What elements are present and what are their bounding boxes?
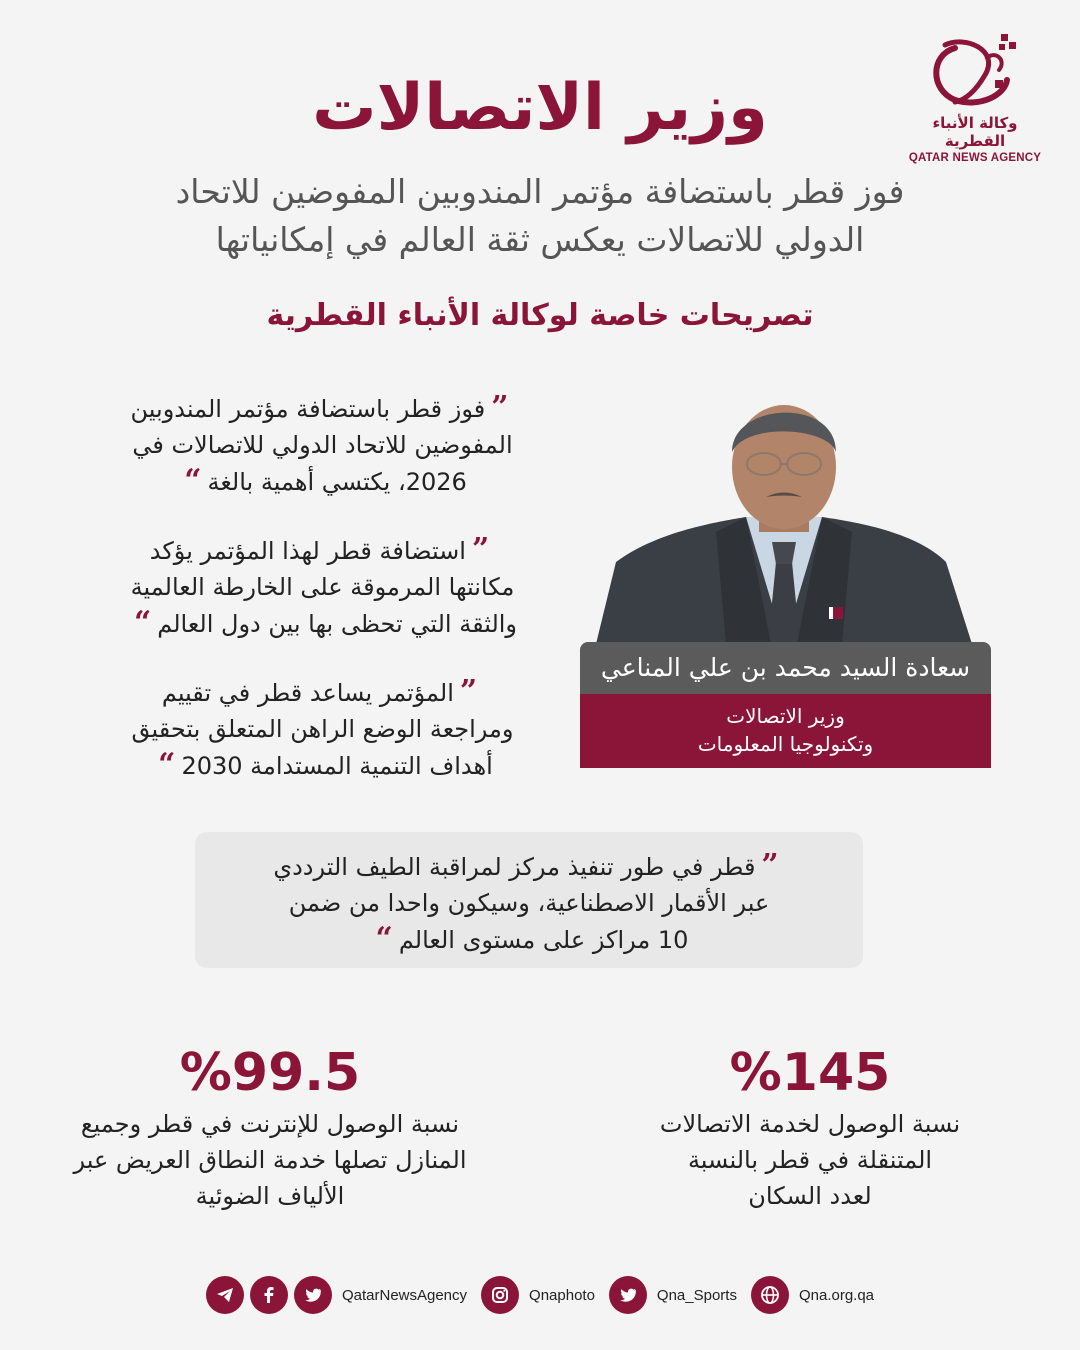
logo-arabic-text: وكالة الأنباء القطرية xyxy=(932,114,1018,150)
callout-line: 10 مراكز على مستوى العالم xyxy=(398,926,689,954)
stat-description xyxy=(620,1106,1000,1214)
role-line: وزير الاتصالات xyxy=(726,704,845,728)
stat-line: نسبة الوصول للإنترنت في قطر وجميع xyxy=(80,1110,460,1138)
quote-line: المؤتمر يساعد قطر في تقييم xyxy=(161,679,454,707)
quote-open-icon: ” xyxy=(471,532,490,567)
stat-value: %145 xyxy=(729,1043,891,1103)
facebook-icon[interactable] xyxy=(250,1276,288,1314)
social-website[interactable] xyxy=(751,1276,874,1314)
stat-description xyxy=(40,1106,500,1214)
social-label[interactable]: Qna.org.qa xyxy=(798,1286,875,1304)
social-footer xyxy=(0,1276,1080,1314)
quotes-list xyxy=(80,390,565,816)
subtitle-line: الدولي للاتصالات يعكس ثقة العالم في إمكانياتها xyxy=(215,220,865,259)
logo-english-text: QATAR NEWS AGENCY xyxy=(908,152,1042,164)
quote-close-icon: “ xyxy=(375,921,393,956)
quote-line: مكانتها المرموقة على الخارطة العالمية xyxy=(130,573,515,601)
subtitle xyxy=(110,168,970,264)
stat-value: %99.5 xyxy=(179,1043,361,1103)
social-label[interactable]: QatarNewsAgency xyxy=(341,1286,468,1304)
stat-line: المنازل تصلها خدمة النطاق العريض عبر xyxy=(73,1146,467,1174)
stat-mobile-access xyxy=(620,1040,1000,1214)
quote-line: 2026، يكتسي أهمية بالغة xyxy=(207,468,467,496)
quote-open-icon: ” xyxy=(761,848,779,883)
quote-line: أهداف التنمية المستدامة 2030 xyxy=(181,752,493,780)
quote-line: المفوضين للاتحاد الدولي للاتصالات في xyxy=(132,431,513,459)
twitter-icon[interactable] xyxy=(609,1276,647,1314)
quote-line: فوز قطر باستضافة مؤتمر المندوبين xyxy=(130,395,486,423)
callout-line: عبر الأقمار الاصطناعية، وسيكون واحدا من ضمن xyxy=(288,889,770,917)
quote-line: والثقة التي تحظى بها بين دول العالم xyxy=(157,610,518,638)
subtitle-line: فوز قطر باستضافة مؤتمر المندوبين المفوضين للاتحاد xyxy=(175,172,905,211)
quote-item xyxy=(80,532,565,642)
quote-item xyxy=(80,674,565,784)
social-label[interactable]: Qna_Sports xyxy=(656,1286,737,1304)
quote-line: استضافة قطر لهذا المؤتمر يؤكد xyxy=(149,537,466,565)
globe-icon[interactable] xyxy=(751,1276,789,1314)
quote-open-icon: ” xyxy=(459,674,478,709)
twitter-icon[interactable] xyxy=(294,1276,332,1314)
quote-close-icon: “ xyxy=(184,463,202,498)
role-line: وتكنولوجيا المعلومات xyxy=(697,732,874,756)
stat-line: المتنقلة في قطر بالنسبة xyxy=(687,1146,933,1174)
stat-line: لعدد السكان xyxy=(748,1182,872,1210)
callout-line: قطر في طور تنفيذ مركز لمراقبة الطيف الترددي xyxy=(273,853,756,881)
stat-internet-access xyxy=(40,1040,500,1214)
minister-role xyxy=(580,694,991,768)
minister-photo xyxy=(596,382,972,644)
quote-open-icon: ” xyxy=(491,390,509,425)
social-qna-sports[interactable] xyxy=(609,1276,737,1314)
quote-item xyxy=(80,390,565,500)
quote-line: ومراجعة الوضع الراهن المتعلق بتحقيق xyxy=(131,715,514,743)
stat-line: نسبة الوصول لخدمة الاتصالات xyxy=(659,1110,961,1138)
social-qnaphoto[interactable] xyxy=(481,1276,595,1314)
telegram-icon[interactable] xyxy=(206,1276,244,1314)
minister-name: سعادة السيد محمد بن علي المناعي xyxy=(580,642,991,694)
social-qatarnewsagency[interactable] xyxy=(206,1276,467,1314)
social-label[interactable]: Qnaphoto xyxy=(529,1286,595,1304)
instagram-icon[interactable] xyxy=(481,1276,519,1314)
page-title: وزير الاتصالات xyxy=(312,71,768,145)
highlight-callout xyxy=(195,832,863,968)
stat-line: الألياف الضوئية xyxy=(195,1182,345,1210)
section-heading: تصريحات خاصة لوكالة الأنباء القطرية xyxy=(266,298,814,333)
quote-close-icon: “ xyxy=(133,605,152,640)
quote-close-icon: “ xyxy=(158,747,176,782)
